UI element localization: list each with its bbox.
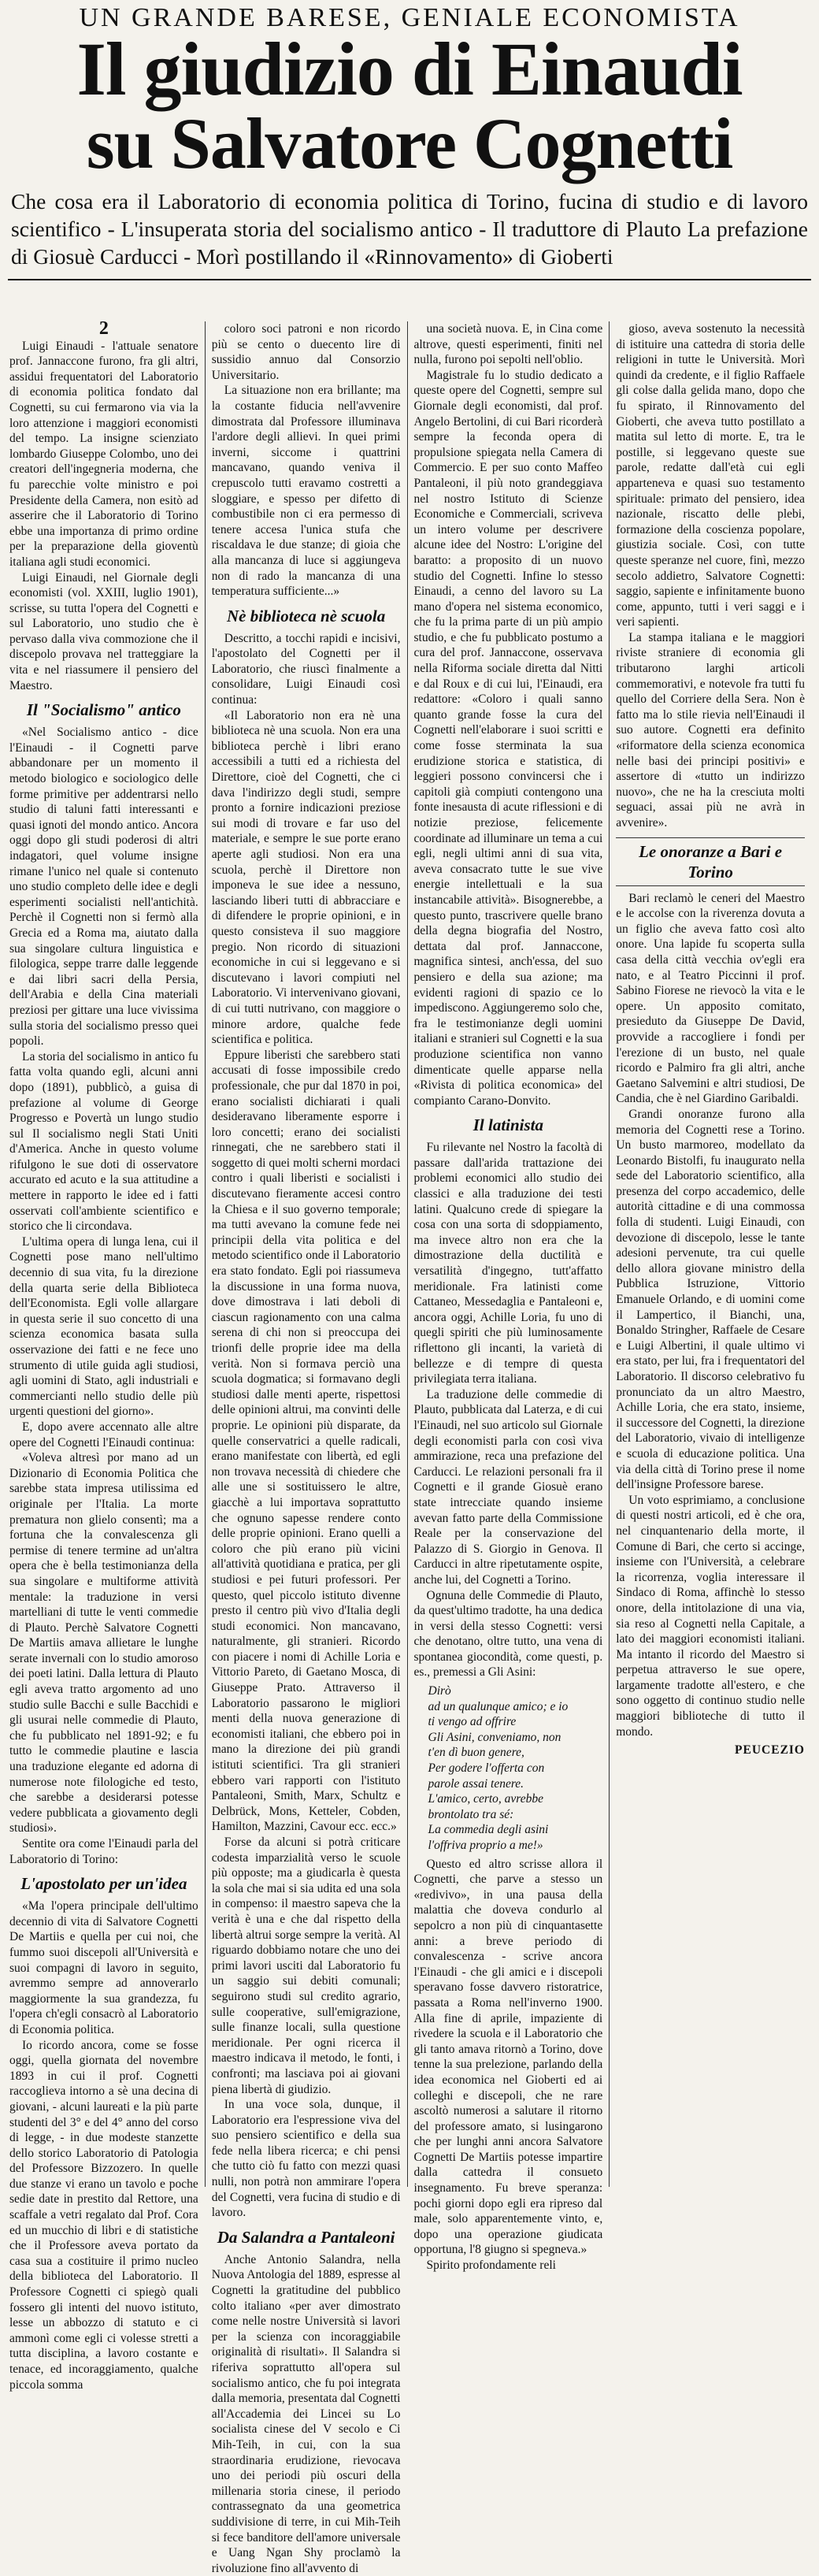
- subheadline: Che cosa era il Laboratorio di economia politica di Torino, fucina di studio e di lavoro scientifico - L'insuperata storia del socialismo antico - Il traduttore di Plauto La prefazione di Giosuè Carducci - Morì postillando il «Rinnovamento» di Gioberti: [11, 189, 808, 269]
- paragraph: E, dopo avere accennato alle altre opere del Cognetti l'Einaudi continua:: [9, 1420, 198, 1449]
- author-signature: PEUCEZIO: [735, 1743, 805, 1758]
- paragraph: Ognuna delle Commedie di Plauto, da quest'ultimo tradotte, ha una dedica in versi della stesso Cognetti: versi che denotano, oltre tutto, una vena di spontanea giocondità, come questi, p. es., premessi a Gli Asini:: [413, 1588, 603, 1680]
- poem-line: Gli Asini, conveniamo, non: [428, 1730, 561, 1744]
- paragraph: Fu rilevante nel Nostro la facoltà di passare dall'arida trattazione dei problemi economici allo studio dei classici e alla traduzione dei testi latini. Qualcuno crede di spiegare la cosa con una sorta di sdoppiamento, ma invece altro non era che la dimostrazione della ductilità e versatilità d'ingegno, tutt'affatto meridionale. Fra latinisti come Cattaneo, Messedaglia e Pantaleoni e, ancora oggi, Achille Loria, fu uno di quegli spiriti che più luminosamente riflettono gli incanti, la varietà di bellezze e di tempre di questa privilegiata terra italiana.: [413, 1141, 603, 1386]
- paragraph: Spirito profondamente reli: [426, 2259, 556, 2273]
- article-part-number: 2: [98, 318, 109, 339]
- column-2: [205, 321, 407, 2575]
- paragraph: gioso, aveva sostenuto la necessità di istituire una cattedra di storia delle religioni in tutte le Università. Morì quindi da credente, e il figlio Raffaele gli colse dalla gelida mano, dopo che fu spirato, il Rinnovamento del Gioberti, che aveva tutto postillato a matita sul letto di morte. E, tra le postille, si leggevano queste sue parole, redatte dall'età cui egli apparteneva e quasi suo testamento spirituale: primato del pensiero, idea nazionale, riscatto delle plebi, formazione della coscienza popolare, giustizia sociale. Così, con tutte queste speranze nel cuore, finì, mezzo secolo addietro, Salvatore Cognetti: saggio, sapiente e infinitamente buono come, appunto, tutti i veri saggi e i veri sapienti.: [616, 322, 805, 629]
- section-heading: Il "Socialismo" antico: [26, 700, 181, 720]
- paragraph: La traduzione delle commedie di Plauto, pubblicata dal Laterza, e di cui l'Einaudi, nel suo articolo sul Giornale degli economisti parla con così viva ammirazione, reca una prefazione del Carducci. Le relazioni personali fra il Cognetti e il grande Giosuè erano state intrecciate quando insieme avevan fatto parte della Commissione Reale per la conservazione del Palazzo di S. Giorgio in Genova. Il Carducci in altre ripetutamente ospite, anche lui, del Cognetti a Torino.: [413, 1387, 603, 1587]
- section-heading: Le onoranze a Bari e Torino: [616, 837, 805, 886]
- paragraph: coloro soci patroni e non ricordo più se cento o duecento lire di sussidio annuo dal Consorzio Universitario.: [211, 322, 401, 382]
- poem-line: ti vengo ad offrire: [428, 1715, 517, 1729]
- section-heading: Da Salandra a Pantaleoni: [217, 2227, 395, 2247]
- column-1: [8, 318, 205, 2392]
- poem-line: l'offriva proprio a me!»: [428, 1839, 543, 1852]
- paragraph: Sentite ora come l'Einaudi parla del Laboratorio di Torino:: [9, 1837, 198, 1866]
- section-heading: Il latinista: [472, 1115, 544, 1135]
- paragraph: Grandi onoranze furono alla memoria del Cognetti rese a Torino. Un busto marmoreo, modellato da Leonardo Bistolfi, fu inaugurato nella sede del Laboratorio scientifico, alla presenza del corpo accademico, delle autorità cittadine e di una commossa folla di studenti. Luigi Einaudi, con devozione di discepolo, lesse le tante adesioni pervenute, tra cui quelle dello allora giovane ministro della Pubblica Istruzione, Vittorio Emanuele Orlando, e di uomini come il Lampertico, il Bianchi, una, Bonaldo Stringher, Raffaele de Cesare e Luigi Albertini, il quale ultimo vi era stato, per lui, fra i frequentatori del Laboratorio. Il discorso celebrativo fu pronunciato da un altro Maestro, Achille Loria, che era stato, insieme, il successore del Cognetti, la direzione del Laboratorio, vivaio di intelligenze e scuola di educazione politica. Una via della città di Torino prese il nome dell'insigne Professore barese.: [616, 1107, 805, 1492]
- paragraph: Luigi Einaudi - l'attuale senatore prof. Jannaccone furono, fra gli altri, assidui frequentatori del Laboratorio di economia politica fondato dal Cognetti, su cui fermarono via via la loro attenzione i maggiori economisti del tempo. La insigne scienziato lombardo Giuseppe Colombo, uno dei creatori dell'ingegneria moderna, che fu parecchie volte ministro e poi Presidente della Camera, non esitò ad asserire che il Laboratorio di Torino ebbe una importanza di primo ordine per la preparazione della gioventù italiana agli studi economici.: [9, 339, 198, 569]
- poem-line: ad un qualunque amico; e io: [428, 1699, 569, 1713]
- paragraph: Magistrale fu lo studio dedicato a queste opere del Cognetti, sempre sul Giornale degli economisti, dal prof. Angelo Bertolini, di cui Bari ricorderà sempre la feconda opera di propulsione spiegata nella Camera di Commercio. E per suo conto Maffeo Pantaleoni, il più noto grandeggiava nel nostro Istituto di Scienze Economiche e Commerciali, scriveva un intero volume per descrivere alcune idee del Nostro: L'origine del baratto: a proposito di un nuovo studio del Cognetti. Infine lo stesso Einaudi, a cenno del lavoro su La mano d'opera nel sistema economico, che fu la prima parte di un più ampio studio, e che fu pubblicato postumo a cura del prof. Jannaccone, osservava nella Riforma sociale diretta dal Nitti e dal Roux e di cui lui, l'Einaudi, era redattore: «Coloro i quali sanno quanto grande fosse la cura del Cognetti nell'elaborare i suoi scritti e come fosse sterminata la sua erudizione storica e statistica, di leggieri possono convincersi che i capitoli già compiuti contengono una fonte inesausta di acute riflessioni e di notizie preziose, felicemente coordinate ad illuminare un tema a cui egli, negli ultimi anni di sua vita, aveva consacrato tutte le sue vive energie intellettuali e la sua instancabile attività». Bisognerebbe, a questo punto, trascrivere quelle brano della degna biografia del Nostro, dettata dal prof. Jannaccone, magnifica sintesi, anch'essa, del suo pensiero e della sua azione; ma evidenti ragioni di spazio ce lo impediscono. Aggiungeremo solo che, fra le testimonianze degli uomini italiani e stranieri sul Cognetti e la sua produzione scientifica non vanno dimenticate quelle apparse nella «Rivista di politica economica» del compianto Carano-Donvito.: [413, 368, 603, 1108]
- paragraph: Io ricordo ancora, come se fosse oggi, quella giornata del novembre 1893 in cui il prof. Cognetti raccoglieva intorno a sè una decina di giovani, - alcuni laureati e la più parte studenti del 3° e del 4° anno del corso di legge, - in due modeste stanzette dello storico Laboratorio di Patologia del Professore Bizzozero. In quelle due stanze vi erano un tavolo e poche sedie date in prestito dal Rettore, una scaffale a vetri regalato dal Prof. Cora ed un mucchio di libri e di statistiche che il Professore aveva portato da casa sua a costituire il primo nucleo della biblioteca del Laboratorio. Il Professore Cognetti ci spiegò quali fossero gli intenti del nuovo istituto, lesse un abbozzo di statuto e ci ammonì come egli ci volesse stretti a tutta disciplina, a lavoro costante e tenace, ed incoraggiamento, qualche piccola somma: [9, 2038, 198, 2392]
- header-rule: [8, 279, 811, 280]
- paragraph: Luigi Einaudi, nel Giornale degli economisti (vol. XXIII, luglio 1901), scrisse, su tutta l'opera del Cognetti e sul Laboratorio, uno studio che è pervaso dalla viva commozione che il discepolo provava nel tratteggiare la vita e nel riassumere il pensiero del Maestro.: [9, 570, 198, 692]
- poem-line: parole assai tenere.: [428, 1776, 524, 1791]
- paragraph: Eppure liberisti che sarebbero stati accusati di fosse impossibile credo professionale, che pur dal 1870 in poi, erano socialisti dichiarati i quali desideravano liberamente esporre i loro concetti; erano dei socialisti rinnegati, che ne sarebbero stati il soggetto di quei molti scherni mordaci contro i quali liberisti e socialisti i discutevano fieramente accesi contro la Chiesa e il suo governo temporale; ma tutti avevano la comune fede nei principii della vita politica e del metodo scientifico onde il Laboratorio era stato fondato. Egli poi riassumeva la discussione in una forma nuova, dove dimostrava i lati deboli di ciascun ragionamento con una calma serena di chi non si preoccupa dei trionfi delle proprie idee ma della verità. Non si formava perciò una scuola dogmatica; si formavano degli studiosi dalle menti aperte, rispettosi delle opinioni altrui, ma convinti delle proprie. Le opinioni più disparate, da quelle conservatrici a quelle radicali, erano manifestate con libertà, ed egli non trovava necessità di chiedere che alle une si sostituissero le altre, giacchè a lui importava soprattutto che ognuno sapesse rendere conto delle proprie opinioni. Erano quelli a coloro che più erano più vicini all'attività quotidiana e pratica, per gli studiosi e pei futuri professori. Per questo, quel piccolo istituto divenne presto il centro più vivo d'Italia degli studi economici. Non mancavano, naturalmente, gli stranieri. Ricordo con piacere i nomi di Achille Loria e Vittorio Pareto, di Gaetano Mosca, di Giuseppe Prato. Attraverso il Laboratorio passarono le migliori menti della nuova generazione di economisti italiani, che ebbero poi in mano la direzione dei più grandi istituti scientifici. Tra gli stranieri ebbero vari rapporti con l'istituto Pantaleoni, Smith, Marx, Schultz e Delbrück, Mons, Ketteler, Cobden, Hamilton, Mazzini, Cavour ecc. ecc.»: [211, 1048, 401, 1834]
- paragraph: «Voleva altresì por mano ad un Dizionario di Economia Politica che sarebbe stata impresa utilissima ed originale per l'Italia. La morte prematura non glielo consentì; ma a fortuna che la convalescenza gli permise di tenere termine ad un'altra opera che è bella testimonianza della sua singolare e multiforme attività mentale: la traduzione in versi martelliani di tutte le venti commedie di Plauto. Perchè Salvatore Cognetti De Martiis amava allietare le lunghe serate invernali con lo studio amoroso dei poeti latini. Dalla lettura di Plauto egli aveva tratto argomento ad uno studio sulle Bacchi e sulle Bacchidi e gli usurai nelle commedie di Plauto, che fu pubblicato nel 1891-92; e fu tutto le commedie plautine e lascia una traduzione elegante ed adorna di numerose note filologiche ed testo, che sarebbe a desiderarsi potesse vedere pubblicata a giovamento degli studiosi».: [9, 1451, 198, 1835]
- paragraph: Bari reclamò le ceneri del Maestro e le accolse con la riverenza dovuta a un figlio che aveva fatto così alto onore. Una lapide fu scoperta sulla casa della città vecchia ov'egli era nato, e al Teatro Piccinni il prof. Sabino Fiorese ne rievocò la vita e le opere. Un apposito comitato, presieduto da Giuseppe De David, provvide a raccogliere i fondi per l'erezione di un busto, nel quale ricordo e Palmiro fra gli altri, anche Gaetano Salvemini e altri studiosi, De Candia, che è nel Giardino Garibaldi.: [616, 891, 805, 1106]
- section-heading: Nè biblioteca nè scuola: [227, 606, 386, 625]
- paragraph: «Ma l'opera principale dell'ultimo decennio di vita di Salvatore Cognetti De Martiis e quella per cui noi, che fummo suoi discepoli all'Università e suoi compagni di lavoro in seguito, avremmo sempre ad annoverarlo maggiormente la sua grandezza, fu l'opera ch'egli consacrò al Laboratorio di Economia politica.: [9, 1899, 198, 2036]
- paragraph: Un voto esprimiamo, a conclusione di questi nostri articoli, ed è che ora, nel cinquantenario della morte, il Comune di Bari, che certo si accinge, insieme con l'Università, a celebrare la ricorrenza, voglia interessare il Sindaco di Roma, affinchè lo stesso onore, della intitolazione di una via, sia reso al Cognetti nella Capitale, a lato dei maggiori economisti italiani. Ma intanto il ricordo del Maestro si perpetua attraverso le sue opere, largamente tradotte all'estero, e che sono oggetto di continuo studio nelle maggiori biblioteche di tutto il mondo.: [616, 1493, 805, 1739]
- paragraph: L'ultima opera di lunga lena, cui il Cognetti pose mano nell'ultimo decennio di sua vita, fu la direzione della quarta serie della Biblioteca dell'Economista. Egli volle allargare in questa serie il suo concetto di una scienza economica basata sulla osservazione dei fatti e ne fece uno strumento di utile guida agli studiosi, agli uomini di Stato, agli industriali e commercianti nello studio delle più urgenti questioni del giorno».: [9, 1234, 198, 1419]
- article-columns: [8, 318, 811, 2575]
- paragraph: La stampa italiana e le maggiori riviste straniere di economia gli tributarono larghi articoli commemorativi, e notevole fra tutti fu quello del Corriere della Sera. Non è fatto ma lo stile rievia nell'Einaudi il suo autore. Cognetti era definito «riformatore della scienza economica nelle basi dei principi positivi» e assertore di «tutto un indirizzo nuovo», che ne ha la cresciuta molti seguaci, assai più ne avrà in avvenire».: [616, 630, 805, 830]
- headline-line-1: Il giudizio di Einaudi: [76, 27, 743, 111]
- poem-line: t'en dì buon genere,: [428, 1746, 524, 1760]
- column-4: [609, 321, 811, 2187]
- paragraph: «Nel Socialismo antico - dice l'Einaudi - il Cognetti parve abbandonare per un momento il metodo biologico e sociologico delle forme primitive per addentrarsi nello studio di taluni fatti interessanti e quasi ignoti del mondo antico. Ancora oggi dopo gli studi poderosi di altri indagatori, quel volume insigne rimane l'unico nel quale si contenuto uno studio completo delle idee e degli esperimenti socialisti nell'antichità. Perchè il Cognetti non si fermò alla Grecia ed a Roma ma, aiutato dalla sua singolare cultura linguistica e filologica, seppe trarre dalle leggende e dai libri sacri della Persia, dell'Arabia e della Cina materiali preziosi per gittare una luce vivissima sulla storia del socialismo presso quei popoli.: [9, 726, 198, 1049]
- poem: [428, 1683, 603, 1854]
- headline: [0, 27, 819, 187]
- poem-line: brontolato tra sé:: [428, 1807, 514, 1821]
- section-heading: L'apostolato per un'idea: [20, 1874, 187, 1894]
- paragraph: «Il Laboratorio non era nè una biblioteca nè una scuola. Non era una biblioteca perchè i libri erano accessibili a tutti ed a richiesta del Direttore, cioè del Cognetti, che ci dava l'indirizzo degli studi, sempre pronto a fornire indicazioni preziose sui modi di trovare e far uso del materiale, e sempre le sue porte erano aperte agli studiosi. Non era una scuola, perchè il Direttore non imponeva le sue idee a nessuno, lasciando liberi tutti di abbracciare e di difendere le proprie opinioni, e in questo consisteva il suo maggiore pregio. Non ricordo di situazioni economiche in cui si leggevano e si discutevano i lavori compiuti nel Laboratorio. Vi intervenivano giovani, di cui tutti nutrivano, con maggiore o minore ardore, qualche fede scientifica e politica.: [211, 708, 401, 1047]
- paragraph: Forse da alcuni si potrà criticare codesta imparzialità verso le scuole più opposte; ma a giudicarla è questa la sola che mai si sia udita ed una sola in compenso: il maestro sapeva che la verità è una e che dal rispetto della libertà altrui sorge sempre la verità. Al riguardo dobbiamo notare che uno dei primi lavori usciti dal Laboratorio fu un saggio sui debiti comunali; seguirono studi sul credito agrario, sulle cooperative, sull'emigrazione, sulle finanze locali, sulla questione meridionale. Per ogni ricerca il maestro indicava il metodo, le fonti, i confronti; ma lasciava poi ai giovani piena libertà di giudizio.: [211, 1835, 401, 2096]
- poem-line: La commedia degli asini: [428, 1823, 549, 1837]
- paragraph: Questo ed altro scrisse allora il Cognetti, che parve a stesso un «redivivo», in una pausa della malattia che doveva condurlo al sepolcro a non più di cinquantasette anni: a breve periodo di convalescenza - scrive ancora l'Einaudi - che gli amici e i discepoli speravano fosse davvero ristoratrice, passata a Roma nell'inverno 1900. Alla fine di aprile, impaziente di rivedere la scuola e il Laboratorio che gli tanto amava ritornò a Torino, dove tenne la sua prelezione, parlando della idea economica nel Gioberti ed ai colleghi e discepoli, che ne rare ascoltò numerosi a salutare il ritorno del professore amato, si lusingarono che per lunghi anni ancora Salvatore Cognetti De Martiis potesse impartire dalla cattedra il consueto insegnamento. Fu breve speranza: pochi giorni dopo egli era ripreso dal male, solo apparentemente vinto, e, dopo una operazione giudicata opportuna, l'8 giugno si spegneva.»: [413, 1857, 603, 2257]
- paragraph: Anche Antonio Salandra, nella Nuova Antologia del 1889, espresse al Cognetti la gratitudine del pubblico colto italiano «per aver dimostrato come nelle nostre Università si lavori per la scienza con incoraggiabile originalità di risultati». Il Salandra si riferiva soprattutto all'opera sul socialismo antico, che fu poi integrata dalla memoria, presentata dal Cognetti all'Accademia dei Lincei su Lo socialista cinese del V secolo e Ci Mih-Teih, in cui, con la sua straordinaria erudizione, rievocava uno dei periodi più oscuri della millenaria storia cinese, il periodo contrassegnato da una geometrica suddivisione di terre, in cui Mih-Teih si fece banditore dell'amore universale e Uang Ngan Shy proclamò la rivoluzione fino all'avvento di: [211, 2252, 401, 2575]
- paragraph: In una voce sola, dunque, il Laboratorio era l'espressione viva del suo pensiero scientifico e della sua fede nella libera ricerca; e chi pensi che tutto ciò fu fatto con mezzi quasi nulli, non potrà non ammirare l'opera del Cognetti, vera fucina di studio e di lavoro.: [211, 2098, 401, 2220]
- poem-line: L'amico, certo, avrebbe: [428, 1792, 544, 1806]
- paragraph: Descritto, a tocchi rapidi e incisivi, l'apostolato del Cognetti per il Laboratorio, che riuscì finalmente a consolidare, Luigi Einaudi così continua:: [211, 631, 401, 707]
- paragraph: La situazione non era brillante; ma la costante fiducia nell'avvenire dimostrata dal Professore illuminava l'ardore degli allievi. In quei primi inverni, siccome i quattrini mancavano, quando veniva il crepuscolo tutti eravamo costretti a sloggiare, e spesso per difetto di combustibile non ci era permesso di tenere accesa l'unica stufa che riscaldava le due stanze; di gioia che alla mancanza di luce si aggiungeva non di rado la mancanza di una temperatura sufficiente...»: [211, 384, 401, 599]
- poem-line: Per godere l'offerta con: [428, 1761, 545, 1776]
- paragraph: La storia del socialismo in antico fu fatta volta quando egli, alcuni anni dopo (1891), pubblicò, a guisa di prefazione al volume di George Progresso e Povertà un lungo studio sul Il socialismo negli Stati Uniti d'America. Anche in questo volume rifulgono le sue doti di osservatore accurato ed acuto e la sua attitudine a mettere in rapporto le idee ed i fatti osservati coll'ambiente scientifico e storico che li circondava.: [9, 1049, 198, 1234]
- headline-line-2: su Salvatore Cognetti: [86, 103, 733, 184]
- kicker: UN GRANDE BARESE, GENIALE ECONOMISTA: [79, 3, 740, 32]
- paragraph: una società nuova. E, in Cina come altrove, questi esperimenti, finiti nel nulla, furono poi sepolti nell'oblio.: [413, 322, 603, 367]
- column-3: [407, 321, 610, 2273]
- poem-line: Dirò: [428, 1684, 451, 1698]
